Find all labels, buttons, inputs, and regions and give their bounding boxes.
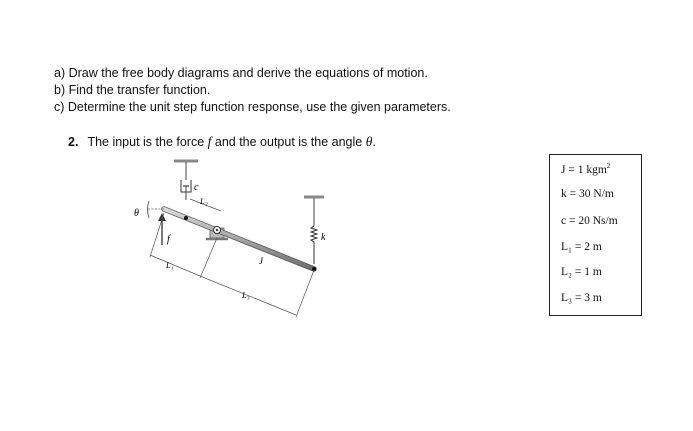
angle-label: θ [134,208,139,219]
end-extension-line [296,270,314,317]
param-L2: L₂ = 1 m [561,266,602,278]
param-c: c = 20 Ns/m [561,215,618,227]
spring-ground [304,197,324,226]
problem-text-3: . [372,135,376,149]
force-symbol: f [207,134,212,149]
question-c: c) Determine the unit step function response, use the given parameters. [54,100,451,114]
problem-text-2: and the output is the angle [211,135,366,149]
param-L3: L₃ = 3 m [561,292,602,304]
damper-ground [174,161,198,180]
l1-label: L₁ [166,260,174,270]
pivot-extension-line [200,238,217,278]
param-J [561,162,610,176]
l3-label: L₃ [242,290,250,300]
problem-number: 2. [68,135,79,149]
param-J-exponent: 2 [606,162,611,170]
spring [311,226,317,264]
question-b: b) Find the transfer function. [54,83,211,97]
parameters-table [549,154,642,316]
l1-dimension-line [150,255,200,276]
question-a: a) Draw the free body diagrams and derive the equations of motion. [54,66,428,80]
l2-label: L₂ [200,196,208,206]
angle-arc [148,201,150,218]
inertia-label: J [259,256,263,266]
pivot-pin [216,229,218,231]
angle-symbol: θ [365,134,373,149]
param-k: k = 30 N/m [561,188,614,200]
mechanical-system-diagram [128,158,338,323]
problem-statement [68,134,376,150]
spring-label: k [321,232,326,243]
damper-label: c [194,182,199,193]
damper-attach-point [184,216,188,220]
force-label: f [167,234,170,245]
problem-text-1: The input is the force [87,135,208,149]
param-L1: L₁ = 2 m [561,241,602,253]
param-J-text: J = 1 kgm [561,164,607,176]
damper [181,180,191,200]
